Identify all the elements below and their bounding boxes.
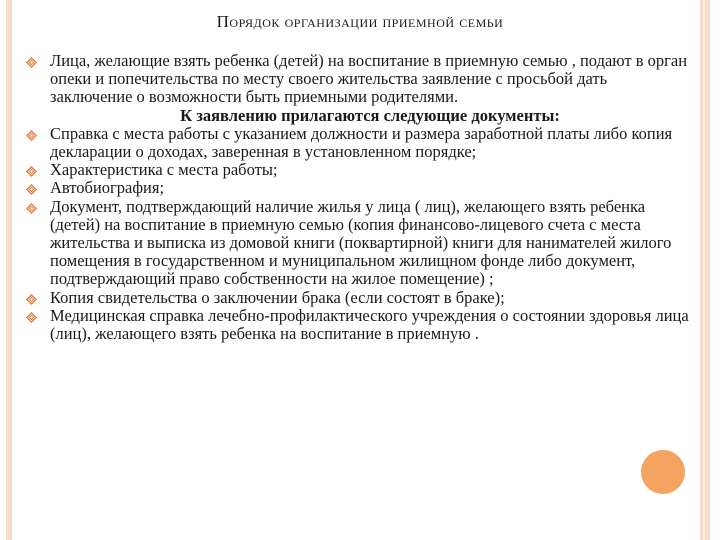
document-text: Медицинская справка лечебно-профилактического учреждения о состоянии здоровья лица (лиц), желающего взять ребенка на воспитание в приемную . <box>50 305 689 344</box>
list-item-document <box>26 198 690 289</box>
document-text: Автобиография; <box>50 178 165 198</box>
list-item-document <box>26 307 690 343</box>
list-item-document <box>26 289 690 307</box>
left-frame-stripe <box>6 0 12 540</box>
document-text: Характеристика с места работы; <box>50 160 278 180</box>
slide-content <box>26 52 690 343</box>
document-text: Копия свидетельства о заключении брака (если состоят в браке); <box>50 287 505 307</box>
documents-subheading: К заявлению прилагаются следующие документы: <box>180 105 560 125</box>
diamond-bullet-icon <box>26 312 37 323</box>
intro-text: Лица, желающие взять ребенка (детей) на воспитание в приемную семью , подают в орган опеки и попечительства по месту своего жительства заявление с просьбой дать заключение о возможности быть приемными родителями. <box>50 51 688 107</box>
right-frame-inner-line <box>703 0 705 540</box>
list-item-document <box>26 125 690 161</box>
right-frame-stripe <box>700 0 710 540</box>
list-item-document <box>26 161 690 179</box>
decorative-orange-circle <box>641 450 685 494</box>
diamond-bullet-icon <box>26 57 37 68</box>
diamond-bullet-icon <box>26 203 37 214</box>
diamond-bullet-icon <box>26 294 37 305</box>
list-item-document <box>26 179 690 197</box>
diamond-bullet-icon <box>26 130 37 141</box>
diamond-bullet-icon <box>26 166 37 177</box>
document-text: Документ, подтверждающий наличие жилья у лица ( лиц), желающего взять ребенка (детей) на воспитание в приемную семью (копия финансово-лицевого счета с места жительства и выписка из домовой книги (поквартирной) книги для нанимателей жилого помещения в государственном и муниципальном жилищном фонде либо документ, подтверждающий право собственности на жилое помещение) ; <box>50 196 672 289</box>
diamond-bullet-icon <box>26 184 37 195</box>
slide-title: Порядок организации приемной семьи <box>216 12 504 31</box>
list-item-intro <box>26 52 690 107</box>
document-text: Справка с места работы с указанием должности и размера заработной платы либо копия декларации о доходах, заверенная в установленном порядке; <box>50 123 673 162</box>
